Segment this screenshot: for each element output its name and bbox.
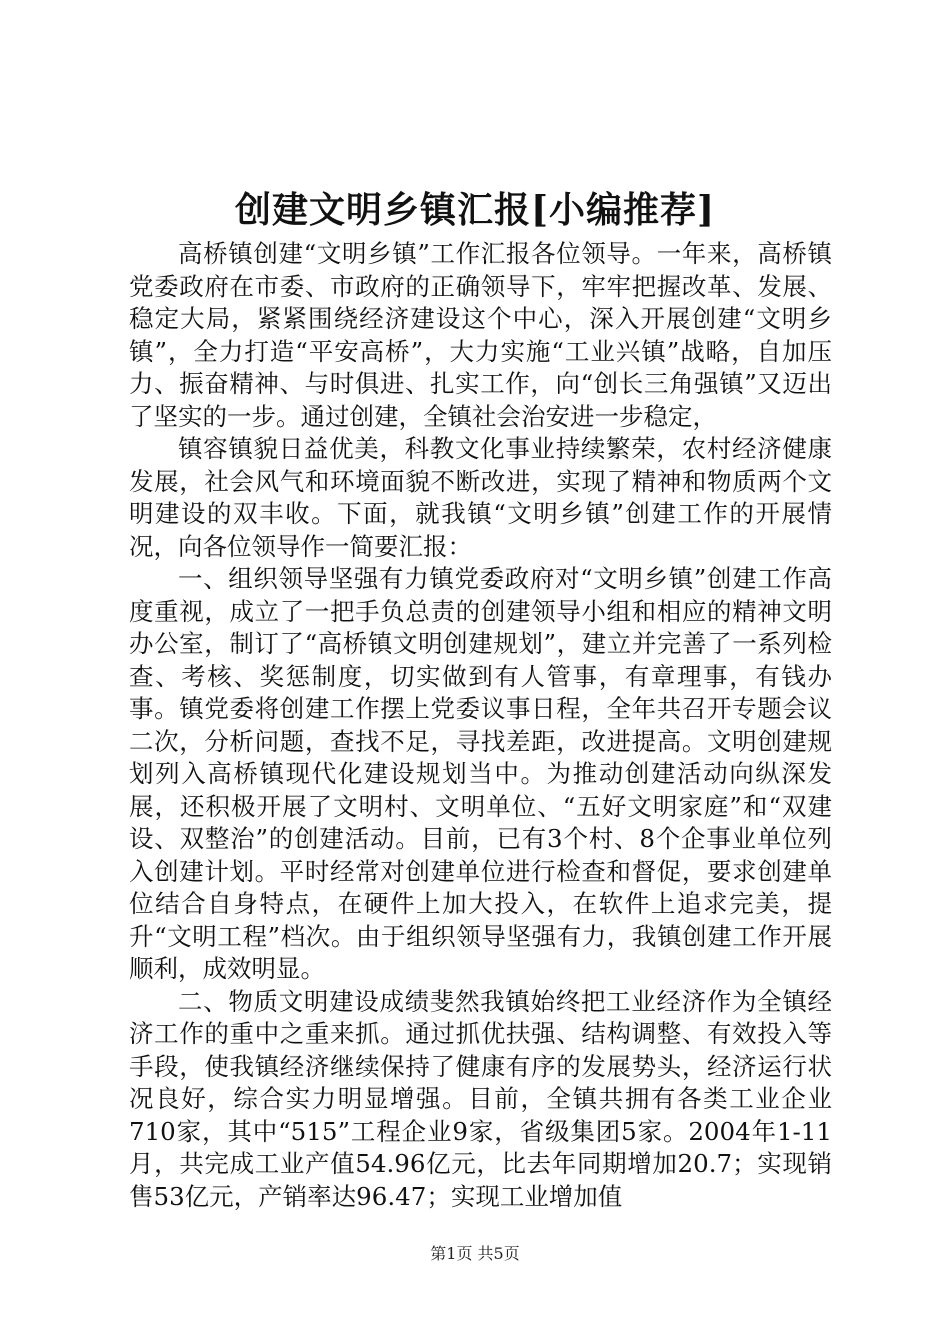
- document-title: 创建文明乡镇汇报[小编推荐]: [234, 189, 716, 231]
- page-footer: 第1页 共5页: [430, 1244, 520, 1263]
- paragraph-3: 一、组织领导坚强有力镇党委政府对“文明乡镇”创建工作高度重视，成立了一把手负总责的创建领导小组和相应的精神文明办公室，制订了“高桥镇文明创建规划”，建立并完善了一系列检查、考核、奖惩制度，切实做到有人管事，有章理事，有钱办事。镇党委将创建工作摆上党委议事日程，全年共召开专题会议二次，分析问题，查找不足，寻找差距，改进提高。文明创建规划列入高桥镇现代化建设规划当中。为推动创建活动向纵深发展，还积极开展了文明村、文明单位、“五好文明家庭”和“双建设、双整治”的创建活动。目前，已有3个村、8个企事业单位列入创建计划。平时经常对创建单位进行检查和督促，要求创建单位结合自身特点，在硬件上加大投入，在软件上追求完美，提升“文明工程”档次。由于组织领导坚强有力，我镇创建工作开展顺利，成效明显。: [129, 564, 832, 983]
- document-body: [129, 238, 832, 1213]
- paragraph-2: 镇容镇貌日益优美，科教文化事业持续繁荣，农村经济健康发展，社会风气和环境面貌不断改进，实现了精神和物质两个文明建设的双丰收。下面，就我镇“文明乡镇”创建工作的开展情况，向各位领导作一简要汇报：: [129, 434, 832, 561]
- paragraph-4: 二、物质文明建设成绩斐然我镇始终把工业经济作为全镇经济工作的重中之重来抓。通过抓优扶强、结构调整、有效投入等手段，使我镇经济继续保持了健康有序的发展势头，经济运行状况良好，综合实力明显增强。目前，全镇共拥有各类工业企业710家，其中“515”工程企业9家，省级集团5家。2004年1-11月，共完成工业产值54.96亿元，比去年同期增加20.7；实现销售53亿元，产销率达96.47；实现工业增加值: [129, 986, 832, 1211]
- paragraph-1: 高桥镇创建“文明乡镇”工作汇报各位领导。一年来，高桥镇党委政府在市委、市政府的正确领导下，牢牢把握改革、发展、稳定大局，紧紧围绕经济建设这个中心，深入开展创建“文明乡镇”，全力打造“平安高桥”，大力实施“工业兴镇”战略，自加压力、振奋精神、与时俱进、扎实工作，向“创长三角强镇”又迈出了坚实的一步。通过创建，全镇社会治安进一步稳定，: [129, 239, 832, 431]
